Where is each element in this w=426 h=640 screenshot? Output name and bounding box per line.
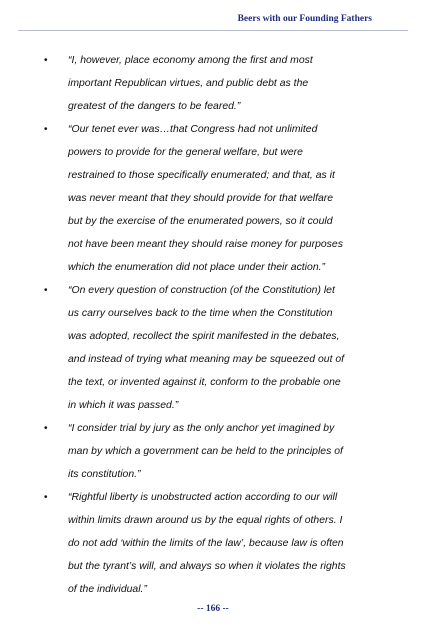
quote-item [0,417,348,486]
quote-item [0,118,348,279]
bullet-icon: • [44,124,48,135]
header-divider [18,30,408,31]
quote-item [0,279,348,417]
page-number: -- 166 -- [197,604,229,614]
bullet-icon: • [44,423,48,434]
quote-text: “On every question of construction (of the Constitution) let us carry ourselves back to the time when the Constitution was adopted, recollect the spirit manifested in the debates, and instead of trying what meaning may be squeezed out of the text, or invented against it, conform to the probable one in which it was passed.” [68,285,345,411]
bullet-icon: • [44,285,48,296]
bullet-icon: • [44,492,48,503]
quote-text: “Our tenet ever was…that Congress had not unlimited powers to provide for the general welfare, but were restrained to those specifically enumerated; and that, as it was never meant that they should provide for that welfare but by the exercise of the enumerated powers, so it could not have been meant they should raise money for purposes which the enumeration did not place under their action.” [68,124,343,273]
quote-item [0,486,348,601]
quote-text: “I, however, place economy among the first and most important Republican virtues, and public debt as the greatest of the dangers to be feared.” [68,55,313,112]
quote-item [0,49,348,118]
bullet-icon: • [44,55,48,66]
quote-text: “Rightful liberty is unobstructed action according to our will within limits drawn around us by the equal rights of others. I do not add ‘within the limits of the law’, because law is often but the tyrant’s will, and always so when it violates the rights of the individual.” [68,492,346,595]
quote-text: “I consider trial by jury as the only anchor yet imagined by man by which a government can be held to the principles of its constitution.” [68,423,343,480]
quote-list [0,49,426,601]
running-header-title: Beers with our Founding Fathers [237,14,372,24]
